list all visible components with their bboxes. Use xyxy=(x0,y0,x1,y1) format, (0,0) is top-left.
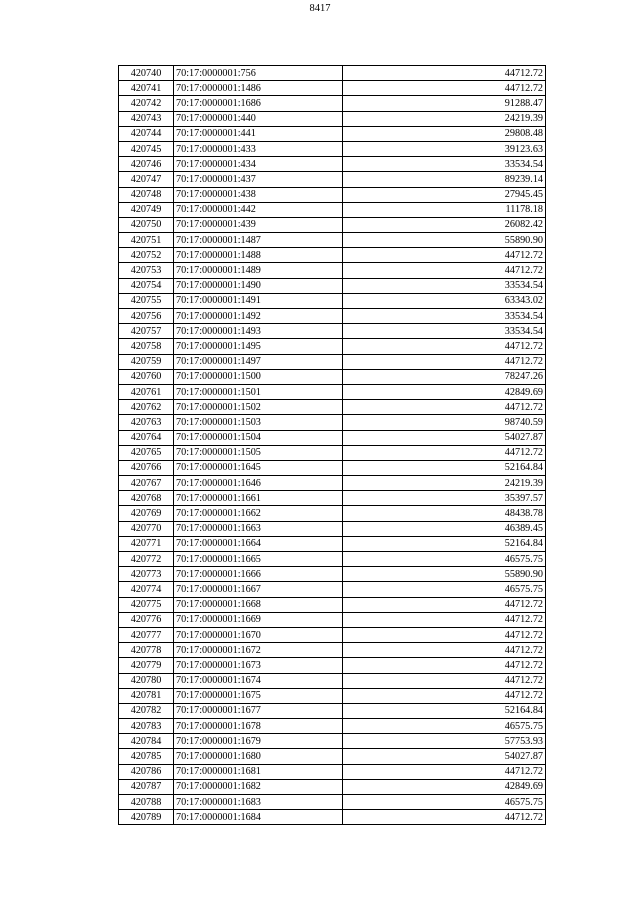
row-id-cell: 420749 xyxy=(119,202,174,217)
cadastral-number-cell: 70:17:0000001:1493 xyxy=(174,324,343,339)
cadastral-value-cell: 44712.72 xyxy=(343,445,546,460)
row-id-cell: 420785 xyxy=(119,749,174,764)
cadastral-number-cell: 70:17:0000001:1673 xyxy=(174,658,343,673)
cadastral-number-cell: 70:17:0000001:1491 xyxy=(174,293,343,308)
table-row xyxy=(119,172,546,187)
cadastral-value-cell: 46575.75 xyxy=(343,582,546,597)
cadastral-number-cell: 70:17:0000001:1501 xyxy=(174,384,343,399)
cadastral-number-cell: 70:17:0000001:1669 xyxy=(174,612,343,627)
cadastral-number-cell: 70:17:0000001:1675 xyxy=(174,688,343,703)
cadastral-number-cell: 70:17:0000001:1504 xyxy=(174,430,343,445)
cadastral-number-cell: 70:17:0000001:1678 xyxy=(174,719,343,734)
cadastral-value-cell: 29808.48 xyxy=(343,126,546,141)
cadastral-number-cell: 70:17:0000001:1502 xyxy=(174,400,343,415)
table-row xyxy=(119,491,546,506)
row-id-cell: 420777 xyxy=(119,627,174,642)
row-id-cell: 420780 xyxy=(119,673,174,688)
cadastral-value-cell: 44712.72 xyxy=(343,673,546,688)
cadastral-value-cell: 24219.39 xyxy=(343,476,546,491)
cadastral-value-cell: 42849.69 xyxy=(343,779,546,794)
cadastral-value-cell: 46389.45 xyxy=(343,521,546,536)
cadastral-number-cell: 70:17:0000001:1677 xyxy=(174,703,343,718)
cadastral-number-cell: 70:17:0000001:1683 xyxy=(174,795,343,810)
table-row xyxy=(119,567,546,582)
page-number: 8417 xyxy=(309,3,331,14)
cadastral-value-cell: 46575.75 xyxy=(343,719,546,734)
row-id-cell: 420750 xyxy=(119,217,174,232)
cadastral-value-cell: 46575.75 xyxy=(343,795,546,810)
table-row xyxy=(119,810,546,825)
cadastral-value-cell: 44712.72 xyxy=(343,688,546,703)
cadastral-value-cell: 44712.72 xyxy=(343,81,546,96)
table-row xyxy=(119,187,546,202)
cadastral-number-cell: 70:17:0000001:442 xyxy=(174,202,343,217)
cadastral-value-cell: 44712.72 xyxy=(343,627,546,642)
row-id-cell: 420786 xyxy=(119,764,174,779)
table-row xyxy=(119,293,546,308)
cadastral-value-cell: 98740.59 xyxy=(343,415,546,430)
cadastral-number-cell: 70:17:0000001:1503 xyxy=(174,415,343,430)
cadastral-value-cell: 44712.72 xyxy=(343,66,546,81)
table-row xyxy=(119,627,546,642)
row-id-cell: 420787 xyxy=(119,779,174,794)
cadastral-number-cell: 70:17:0000001:441 xyxy=(174,126,343,141)
cadastral-value-cell: 11178.18 xyxy=(343,202,546,217)
cadastral-value-cell: 44712.72 xyxy=(343,339,546,354)
cadastral-number-cell: 70:17:0000001:1679 xyxy=(174,734,343,749)
cadastral-value-cell: 33534.54 xyxy=(343,309,546,324)
row-id-cell: 420748 xyxy=(119,187,174,202)
cadastral-number-cell: 70:17:0000001:1672 xyxy=(174,643,343,658)
row-id-cell: 420775 xyxy=(119,597,174,612)
table-row xyxy=(119,384,546,399)
table-row xyxy=(119,324,546,339)
row-id-cell: 420769 xyxy=(119,506,174,521)
cadastral-value-cell: 44712.72 xyxy=(343,263,546,278)
cadastral-number-cell: 70:17:0000001:433 xyxy=(174,141,343,156)
table-row xyxy=(119,779,546,794)
table-row xyxy=(119,764,546,779)
table-row xyxy=(119,597,546,612)
cadastral-value-cell: 52164.84 xyxy=(343,536,546,551)
row-id-cell: 420746 xyxy=(119,157,174,172)
cadastral-value-cell: 63343.02 xyxy=(343,293,546,308)
table-row xyxy=(119,309,546,324)
row-id-cell: 420757 xyxy=(119,324,174,339)
cadastral-number-cell: 70:17:0000001:1487 xyxy=(174,233,343,248)
table-row xyxy=(119,643,546,658)
row-id-cell: 420767 xyxy=(119,476,174,491)
cadastral-number-cell: 70:17:0000001:1645 xyxy=(174,460,343,475)
table-row xyxy=(119,536,546,551)
table-row xyxy=(119,506,546,521)
row-id-cell: 420756 xyxy=(119,309,174,324)
cadastral-number-cell: 70:17:0000001:1486 xyxy=(174,81,343,96)
table-row xyxy=(119,476,546,491)
cadastral-value-cell: 35397.57 xyxy=(343,491,546,506)
cadastral-value-cell: 44712.72 xyxy=(343,764,546,779)
cadastral-number-cell: 70:17:0000001:1664 xyxy=(174,536,343,551)
table-row xyxy=(119,415,546,430)
cadastral-number-cell: 70:17:0000001:1662 xyxy=(174,506,343,521)
cadastral-value-cell: 24219.39 xyxy=(343,111,546,126)
row-id-cell: 420776 xyxy=(119,612,174,627)
row-id-cell: 420758 xyxy=(119,339,174,354)
cadastral-value-cell: 55890.90 xyxy=(343,233,546,248)
cadastral-number-cell: 70:17:0000001:1681 xyxy=(174,764,343,779)
table-row xyxy=(119,430,546,445)
row-id-cell: 420752 xyxy=(119,248,174,263)
cadastral-value-cell: 57753.93 xyxy=(343,734,546,749)
cadastral-number-cell: 70:17:0000001:1505 xyxy=(174,445,343,460)
row-id-cell: 420778 xyxy=(119,643,174,658)
cadastral-value-table xyxy=(118,65,546,825)
row-id-cell: 420760 xyxy=(119,369,174,384)
row-id-cell: 420774 xyxy=(119,582,174,597)
table-row xyxy=(119,445,546,460)
table-row xyxy=(119,217,546,232)
row-id-cell: 420753 xyxy=(119,263,174,278)
table-row xyxy=(119,582,546,597)
cadastral-number-cell: 70:17:0000001:1684 xyxy=(174,810,343,825)
row-id-cell: 420763 xyxy=(119,415,174,430)
row-id-cell: 420759 xyxy=(119,354,174,369)
cadastral-number-cell: 70:17:0000001:1661 xyxy=(174,491,343,506)
table-row xyxy=(119,278,546,293)
table-row xyxy=(119,673,546,688)
cadastral-value-cell: 39123.63 xyxy=(343,141,546,156)
row-id-cell: 420742 xyxy=(119,96,174,111)
row-id-cell: 420754 xyxy=(119,278,174,293)
cadastral-number-cell: 70:17:0000001:1670 xyxy=(174,627,343,642)
table-row xyxy=(119,703,546,718)
table-row xyxy=(119,795,546,810)
cadastral-value-cell: 78247.26 xyxy=(343,369,546,384)
cadastral-number-cell: 70:17:0000001:1497 xyxy=(174,354,343,369)
row-id-cell: 420781 xyxy=(119,688,174,703)
table-row xyxy=(119,734,546,749)
cadastral-value-cell: 44712.72 xyxy=(343,597,546,612)
row-id-cell: 420744 xyxy=(119,126,174,141)
cadastral-number-cell: 70:17:0000001:1667 xyxy=(174,582,343,597)
row-id-cell: 420762 xyxy=(119,400,174,415)
cadastral-value-cell: 48438.78 xyxy=(343,506,546,521)
table-row xyxy=(119,460,546,475)
table-row xyxy=(119,126,546,141)
cadastral-number-cell: 70:17:0000001:1686 xyxy=(174,96,343,111)
row-id-cell: 420755 xyxy=(119,293,174,308)
table-row xyxy=(119,339,546,354)
cadastral-value-cell: 44712.72 xyxy=(343,400,546,415)
cadastral-value-cell: 33534.54 xyxy=(343,278,546,293)
row-id-cell: 420788 xyxy=(119,795,174,810)
table-row xyxy=(119,96,546,111)
cadastral-value-cell: 44712.72 xyxy=(343,248,546,263)
row-id-cell: 420771 xyxy=(119,536,174,551)
row-id-cell: 420751 xyxy=(119,233,174,248)
row-id-cell: 420770 xyxy=(119,521,174,536)
row-id-cell: 420766 xyxy=(119,460,174,475)
cadastral-number-cell: 70:17:0000001:1682 xyxy=(174,779,343,794)
table-row xyxy=(119,354,546,369)
cadastral-value-cell: 44712.72 xyxy=(343,354,546,369)
table-row xyxy=(119,749,546,764)
row-id-cell: 420764 xyxy=(119,430,174,445)
cadastral-number-cell: 70:17:0000001:1680 xyxy=(174,749,343,764)
cadastral-number-cell: 70:17:0000001:1665 xyxy=(174,552,343,567)
cadastral-value-cell: 27945.45 xyxy=(343,187,546,202)
row-id-cell: 420782 xyxy=(119,703,174,718)
row-id-cell: 420743 xyxy=(119,111,174,126)
cadastral-value-cell: 55890.90 xyxy=(343,567,546,582)
row-id-cell: 420768 xyxy=(119,491,174,506)
table-row xyxy=(119,552,546,567)
table-row xyxy=(119,658,546,673)
row-id-cell: 420783 xyxy=(119,719,174,734)
table-row xyxy=(119,141,546,156)
cadastral-number-cell: 70:17:0000001:1663 xyxy=(174,521,343,536)
cadastral-number-cell: 70:17:0000001:1668 xyxy=(174,597,343,612)
cadastral-number-cell: 70:17:0000001:439 xyxy=(174,217,343,232)
table-row xyxy=(119,369,546,384)
cadastral-number-cell: 70:17:0000001:1500 xyxy=(174,369,343,384)
cadastral-value-cell: 52164.84 xyxy=(343,703,546,718)
table-row xyxy=(119,233,546,248)
cadastral-value-cell: 26082.42 xyxy=(343,217,546,232)
cadastral-value-cell: 44712.72 xyxy=(343,810,546,825)
cadastral-value-cell: 44712.72 xyxy=(343,643,546,658)
row-id-cell: 420765 xyxy=(119,445,174,460)
row-id-cell: 420745 xyxy=(119,141,174,156)
row-id-cell: 420789 xyxy=(119,810,174,825)
cadastral-number-cell: 70:17:0000001:440 xyxy=(174,111,343,126)
cadastral-value-cell: 44712.72 xyxy=(343,658,546,673)
row-id-cell: 420772 xyxy=(119,552,174,567)
table-row xyxy=(119,400,546,415)
cadastral-number-cell: 70:17:0000001:1646 xyxy=(174,476,343,491)
row-id-cell: 420784 xyxy=(119,734,174,749)
table-row xyxy=(119,263,546,278)
cadastral-value-cell: 52164.84 xyxy=(343,460,546,475)
cadastral-value-cell: 46575.75 xyxy=(343,552,546,567)
cadastral-value-cell: 54027.87 xyxy=(343,749,546,764)
cadastral-number-cell: 70:17:0000001:437 xyxy=(174,172,343,187)
cadastral-value-cell: 91288.47 xyxy=(343,96,546,111)
cadastral-value-cell: 42849.69 xyxy=(343,384,546,399)
cadastral-number-cell: 70:17:0000001:756 xyxy=(174,66,343,81)
row-id-cell: 420740 xyxy=(119,66,174,81)
cadastral-value-cell: 89239.14 xyxy=(343,172,546,187)
table-row xyxy=(119,202,546,217)
cadastral-value-cell: 33534.54 xyxy=(343,324,546,339)
row-id-cell: 420779 xyxy=(119,658,174,673)
row-id-cell: 420747 xyxy=(119,172,174,187)
cadastral-number-cell: 70:17:0000001:1666 xyxy=(174,567,343,582)
table-row xyxy=(119,612,546,627)
cadastral-number-cell: 70:17:0000001:1492 xyxy=(174,309,343,324)
row-id-cell: 420773 xyxy=(119,567,174,582)
cadastral-number-cell: 70:17:0000001:438 xyxy=(174,187,343,202)
table-row xyxy=(119,719,546,734)
cadastral-value-cell: 33534.54 xyxy=(343,157,546,172)
table-row xyxy=(119,248,546,263)
table-row xyxy=(119,157,546,172)
table-row xyxy=(119,111,546,126)
cadastral-number-cell: 70:17:0000001:1490 xyxy=(174,278,343,293)
table-row xyxy=(119,66,546,81)
table-row xyxy=(119,688,546,703)
table-row xyxy=(119,81,546,96)
cadastral-number-cell: 70:17:0000001:434 xyxy=(174,157,343,172)
cadastral-number-cell: 70:17:0000001:1495 xyxy=(174,339,343,354)
cadastral-value-cell: 44712.72 xyxy=(343,612,546,627)
cadastral-number-cell: 70:17:0000001:1674 xyxy=(174,673,343,688)
cadastral-number-cell: 70:17:0000001:1489 xyxy=(174,263,343,278)
cadastral-value-cell: 54027.87 xyxy=(343,430,546,445)
cadastral-number-cell: 70:17:0000001:1488 xyxy=(174,248,343,263)
row-id-cell: 420741 xyxy=(119,81,174,96)
table-row xyxy=(119,521,546,536)
row-id-cell: 420761 xyxy=(119,384,174,399)
table-body xyxy=(119,66,546,825)
